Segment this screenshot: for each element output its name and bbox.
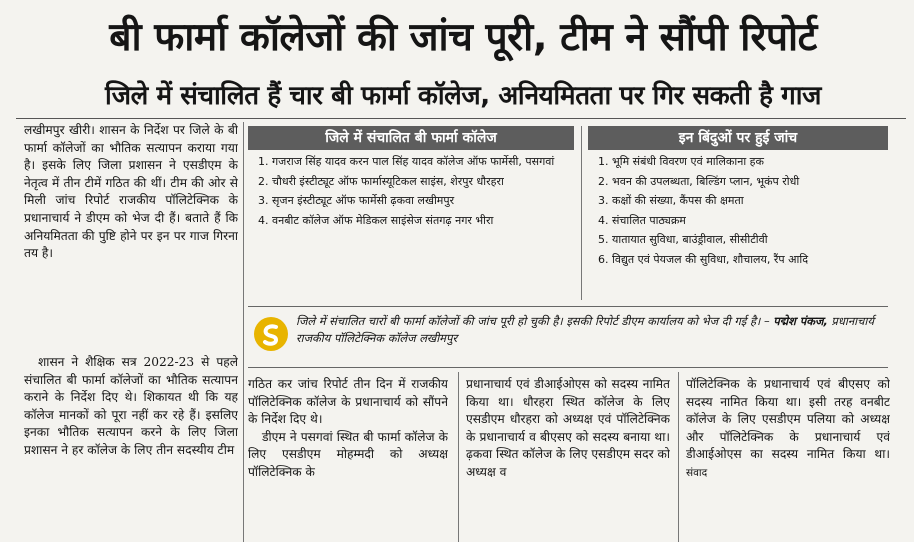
box-divider (581, 126, 582, 300)
bottom-col3-text: पॉलिटेक्निक के प्रधानाचार्य एवं बीएसए को सदस्य नामित किया था। इसी तरह वनबीट कॉलेज के लिए एसडीएम पलिया को अध्यक्ष और पॉलिटेक्निक के प्रधानाचार्य एवं डीआईओएस का सदस्य नामित किया था। (686, 377, 890, 462)
bottom-col1-para2: डीएम ने पसगवां स्थित बी फार्मा कॉलेज के लिए एसडीएम मोहम्मदी को अध्यक्ष पॉलिटेक्निक के (248, 429, 448, 479)
colleges-box-title: जिले में संचालित बी फार्मा कॉलेज (248, 126, 574, 150)
quote-body: जिले में संचालित चारों बी फार्मा कॉलेजों की जांच पूरी हो चुकी है। इसकी रिपोर्ट डीएम कार्यालय को भेज दी गई है। – (296, 314, 770, 328)
list-item: 1. गजराज सिंह यादव करन पाल सिंह यादव कॉलेज ऑफ फार्मेसी, पसगवां (258, 155, 555, 168)
list-item: 5. यातायात सुविधा, बाउंड्रीवाल, सीसीटीवी (598, 233, 768, 246)
list-item: 4. संचालित पाठ्यक्रम (598, 213, 686, 227)
quote-badge-icon (254, 317, 288, 351)
quote-text (296, 313, 882, 347)
bottom-column-2 (466, 376, 670, 542)
list-item: 2. चौधरी इंस्टीट्यूट ऑफ फार्मास्यूटिकल साइंस, शेरपुर धौरहरा (258, 174, 504, 188)
headline: बी फार्मा कॉलेजों की जांच पूरी, टीम ने सौंपी रिपोर्ट (109, 15, 817, 60)
credit-line: संवाद (686, 466, 708, 479)
points-list (588, 150, 888, 267)
bottom-col1-para1: गठित कर जांच रिपोर्ट तीन दिन में राजकीय पॉलिटेक्निक कॉलेज के प्रधानाचार्य को सौंपने के निर्देश दिए थे। (248, 377, 448, 427)
points-box (588, 126, 888, 302)
list-item: 2. भवन की उपलब्धता, बिल्डिंग प्लान, भूकंप रोधी (598, 174, 800, 188)
quote-author: पद्मेश पंकज, (773, 314, 828, 328)
colleges-box (248, 126, 574, 302)
colleges-list (248, 150, 574, 228)
column-divider (243, 122, 244, 542)
left-column-bottom (24, 354, 238, 542)
bottom-col2-para1: प्रधानाचार्य एवं डीआईओएस को सदस्य नामित किया था। धौरहरा स्थित कॉलेज के लिए एसडीएम धौरहरा को अध्यक्ष एवं पॉलिटेक्निक के प्रधानाचार्य व बीएसए को सदस्य बनाया था। ढ़कवा स्थित कॉलेज के लिए एसडीएम सदर को अध्यक्ष व (466, 377, 670, 479)
left-para-1: लखीमपुर खीरी। शासन के निर्देश पर जिले के बी फार्मा कॉलेजों का भौतिक सत्यापन कराया गया है। इसके लिए जिला प्रशासन ने एसडीएम के नेतृत्व में तीन टीमें गठित की थीं। टीम की ओर से मिली जांच रिपोर्ट राजकीय पॉलिटेक्निक के प्रधानाचार्य ने डीएम को भेज दी हैं। बताते हैं कि अनियमितता की पुष्टि होने पर इन पर गाज गिरना तय है। (24, 123, 238, 261)
left-column-top (24, 122, 238, 352)
bottom-column-1 (248, 376, 448, 542)
points-box-title: इन बिंदुओं पर हुई जांच (588, 126, 888, 150)
left-para-2: शासन ने शैक्षिक सत्र 2022-23 से पहले संचालित बी फार्मा कॉलेजों का भौतिक सत्यापन कराने के निर्देश दिए थे। शिकायत थी कि यह कॉलेज मानकों को पूरा नहीं कर रहे हैं। इसलिए इनका भौतिक सत्यापन करने के लिए जिला प्रशासन ने हर कॉलेज के लिए तीन सदस्यीय टीम (24, 355, 238, 457)
column-divider (678, 372, 679, 542)
subheadline: जिले में संचालित हैं चार बी फार्मा कॉलेज, अनियमितता पर गिर सकती है गाज (104, 81, 822, 111)
list-item: 6. विद्युत एवं पेयजल की सुविधा, शौचालय, रैंप आदि (598, 252, 809, 266)
list-item: 3. सृजन इंस्टीट्यूट ऑफ फार्मेसी ढ़कवा लखीमपुर (258, 194, 455, 207)
bottom-col3-para1 (686, 376, 890, 483)
list-item: 1. भूमि संबंधी विवरण एवं मालिकाना हक (598, 155, 764, 168)
quote-block (248, 306, 888, 368)
list-item: 3. कक्षों की संख्या, कैंपस की क्षमता (598, 194, 744, 207)
quote-role: प्रधानाचार्य राजकीय पॉलिटेक्निक कॉलेज लखीमपुर (296, 314, 874, 345)
list-item: 4. वनबीट कॉलेज ऑफ मेडिकल साइंसेज संतगढ़ नगर भीरा (258, 213, 494, 227)
header-rule (16, 118, 906, 119)
column-divider (458, 372, 459, 542)
bottom-column-3 (686, 376, 890, 542)
